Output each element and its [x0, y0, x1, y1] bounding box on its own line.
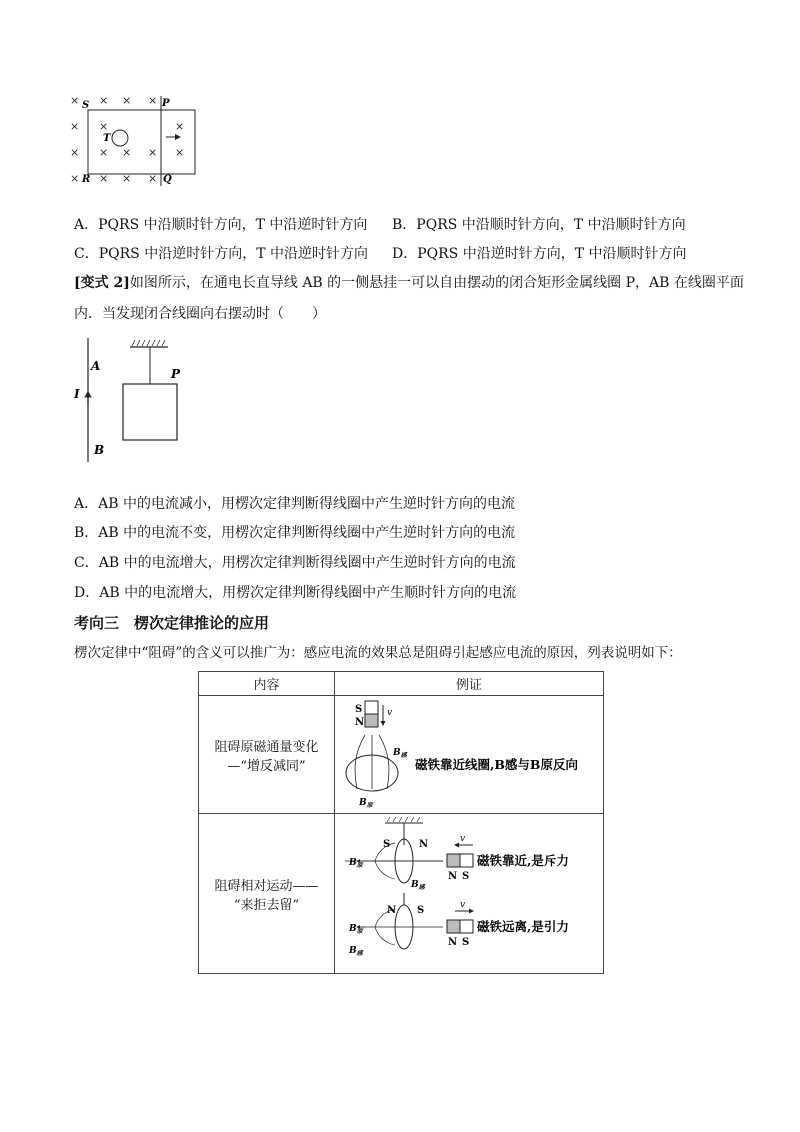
- table-row: [199, 814, 604, 974]
- label-b-yuan: $B_原$: [349, 857, 363, 869]
- ceiling-hatch: [132, 340, 165, 346]
- label-p: P: [171, 367, 181, 381]
- q1-option-b[interactable]: B．PQRS 中沿顺时针方向，T 中沿顺时针方向: [392, 217, 686, 233]
- q2-stem-line1: [变式 2]如图所示，在通电长直导线 AB 的一侧悬挂一可以自由摆动的闭合矩形金属线圈 P，AB 在线圈平面: [74, 275, 744, 291]
- label-t: T: [103, 133, 111, 144]
- pole-n-label: N: [355, 716, 365, 728]
- attract-diagram: [348, 893, 569, 957]
- magnet-s-pole: [365, 701, 378, 714]
- q2-tag: [变式 2]: [74, 275, 130, 291]
- pole-s-label: S: [355, 703, 363, 715]
- diagram-flux-change: [335, 697, 603, 813]
- magnet-n-pole: [365, 714, 378, 727]
- svg-text:×: ×: [148, 172, 158, 185]
- header-content: 内容: [199, 672, 335, 696]
- row1-example: [335, 696, 604, 814]
- section-intro: 楞次定律中“阻碍”的含义可以推广为：感应电流的效果总是阻碍引起感应电流的原因，列表说明如下：: [74, 645, 682, 661]
- diagram3-caption: 磁铁远离,是引力: [477, 918, 569, 934]
- svg-text:×: ×: [70, 94, 80, 107]
- svg-text:×: ×: [99, 146, 109, 159]
- label-s: S: [82, 100, 90, 111]
- svg-text:×: ×: [175, 120, 185, 133]
- magnet-s-label: S: [462, 936, 470, 948]
- label-p: P: [162, 98, 170, 109]
- ring-t: [112, 130, 128, 146]
- header-example: 例证: [335, 672, 604, 696]
- label-q: Q: [163, 174, 172, 185]
- coil-s-label: S: [383, 838, 391, 850]
- table-header-row: [199, 672, 604, 696]
- field-lines: [355, 735, 389, 789]
- q2-option-d[interactable]: D．AB 中的电流增大，用楞次定律判断得线圈中产生顺时针方向的电流: [74, 585, 517, 601]
- label-b-gan: $B_感$: [411, 879, 425, 891]
- diagram1-caption: 磁铁靠近线圈,B感与B原反向: [415, 756, 578, 772]
- magnet-n-label: N: [448, 936, 458, 948]
- svg-text:×: ×: [122, 172, 132, 185]
- q2-option-c[interactable]: C．AB 中的电流增大，用楞次定律判断得线圈中产生逆时针方向的电流: [74, 555, 516, 571]
- label-a: A: [91, 359, 101, 373]
- svg-text:×: ×: [175, 146, 185, 159]
- q1-option-d[interactable]: D．PQRS 中沿逆时针方向，T 中沿顺时针方向: [392, 246, 687, 262]
- svg-text:×: ×: [99, 94, 109, 107]
- label-b-gan: $B_感$: [393, 747, 407, 759]
- svg-text:×: ×: [122, 94, 132, 107]
- q2-stem-line2: 内．当发现闭合线圈向右摆动时（ ）: [74, 306, 326, 322]
- svg-text:×: ×: [70, 172, 80, 185]
- svg-text:×: ×: [70, 146, 80, 159]
- q2-option-a[interactable]: A．AB 中的电流减小，用楞次定律判断得线圈中产生逆时针方向的电流: [74, 496, 515, 512]
- velocity-label: v: [460, 899, 466, 910]
- section-heading: 考向三 楞次定律推论的应用: [74, 614, 270, 632]
- fig2-wire-coil-diagram: [68, 336, 198, 466]
- repel-diagram: [345, 817, 569, 891]
- q1-option-a[interactable]: A．PQRS 中沿顺时针方向，T 中沿逆时针方向: [74, 217, 368, 233]
- velocity-label: v: [460, 833, 466, 844]
- label-b-yuan: $B_原$: [359, 797, 373, 809]
- coil-p: [123, 384, 177, 440]
- label-r: R: [82, 174, 91, 185]
- svg-text:×: ×: [148, 94, 158, 107]
- coil-n-label: N: [387, 904, 397, 916]
- lenz-law-table: [198, 671, 604, 974]
- row2-content: 阻碍相对运动—— “来拒去留”: [199, 814, 335, 974]
- label-b-yuan: $B_原$: [349, 923, 363, 935]
- label-b: B: [94, 443, 105, 457]
- diagram2-caption: 磁铁靠近,是斥力: [477, 852, 569, 868]
- label-i: I: [74, 387, 80, 401]
- fig1-field-diagram: [68, 90, 198, 190]
- magnet-s-label: S: [462, 870, 470, 882]
- coil-s-label: S: [417, 904, 425, 916]
- magnet-n-label: N: [448, 870, 458, 882]
- q1-option-c[interactable]: C．PQRS 中沿逆时针方向，T 中沿逆时针方向: [74, 246, 368, 262]
- label-b-gan: $B_感$: [349, 945, 363, 957]
- q2-option-b[interactable]: B．AB 中的电流不变，用楞次定律判断得线圈中产生逆时针方向的电流: [74, 525, 516, 541]
- velocity-label: v: [387, 707, 393, 718]
- svg-text:×: ×: [148, 146, 158, 159]
- row2-example: [335, 814, 604, 974]
- svg-text:×: ×: [70, 120, 80, 133]
- svg-text:×: ×: [99, 120, 109, 133]
- row1-content: 阻碍原磁通量变化 —“增反减同”: [199, 696, 335, 814]
- svg-text:×: ×: [99, 172, 109, 185]
- diagram-relative-motion: [335, 815, 603, 973]
- coil-n-label: N: [419, 838, 429, 850]
- svg-text:×: ×: [122, 146, 132, 159]
- table-row: [199, 696, 604, 814]
